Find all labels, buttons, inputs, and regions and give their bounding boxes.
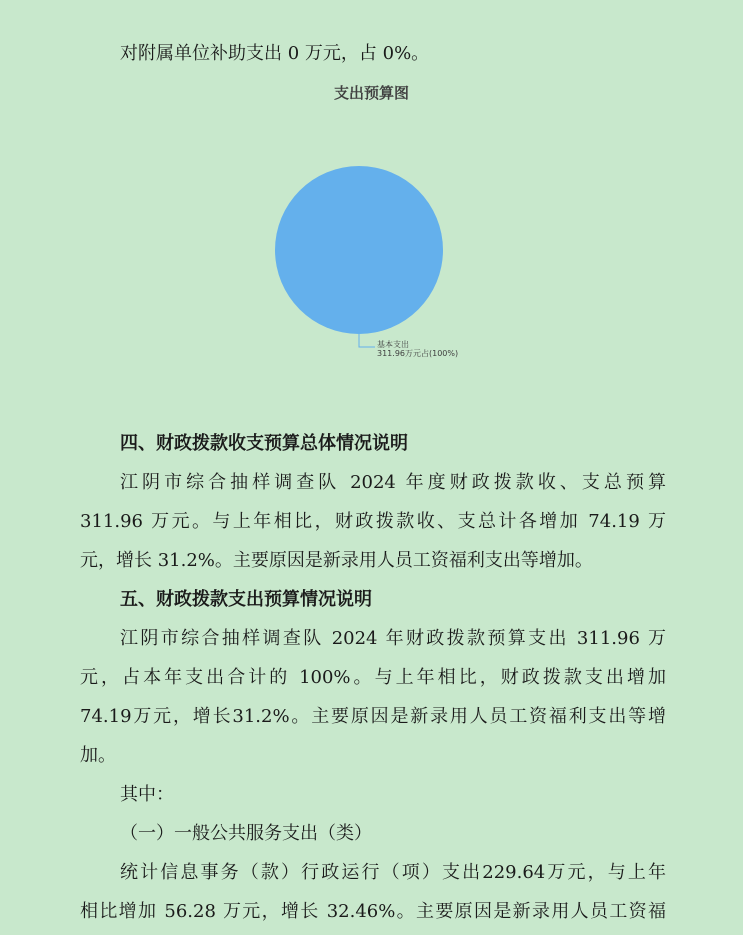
paragraph-4-line-1: 江阴市综合抽样调查队 2024 年度财政拨款收、支总预算	[120, 472, 666, 493]
paragraph-among: 其中：	[120, 784, 174, 805]
pie-leader-line	[359, 334, 375, 347]
section-heading-4: 四、财政拨款收支预算总体情况说明	[120, 433, 408, 454]
pie-chart	[0, 0, 743, 420]
paragraph-4-line-2: 311.96 万元。与上年相比，财政拨款收、支总计各增加 74.19 万	[80, 511, 666, 532]
paragraph-5-line-2: 元，占本年支出合计的 100%。与上年相比，财政拨款支出增加	[80, 667, 666, 688]
paragraph-6-line-2: 相比增加 56.28 万元，增长 32.46%。主要原因是新录用人员工资福	[80, 901, 666, 922]
paragraph-5-line-1: 江阴市综合抽样调查队 2024 年财政拨款预算支出 311.96 万	[120, 628, 666, 649]
paragraph-4-line-3: 元，增长 31.2%。主要原因是新录用人员工资福利支出等增加。	[80, 550, 593, 571]
pie-label-name: 基本支出	[377, 340, 409, 349]
paragraph-5-line-3: 74.19万元，增长31.2%。主要原因是新录用人员工资福利支出等增	[80, 706, 666, 727]
paragraph-5-line-4: 加。	[80, 745, 116, 766]
paragraph-subsidy: 对附属单位补助支出 0 万元，占 0%。	[120, 43, 430, 64]
subsection-heading-1: （一）一般公共服务支出（类）	[120, 823, 372, 844]
pie-label-value: 311.96万元占(100%)	[377, 349, 459, 358]
paragraph-6-line-1: 统计信息事务（款）行政运行（项）支出229.64万元，与上年	[120, 862, 666, 883]
pie-slice-basic-expenditure	[275, 166, 443, 334]
section-heading-5: 五、财政拨款支出预算情况说明	[120, 589, 372, 610]
chart-title: 支出预算图	[333, 84, 409, 102]
